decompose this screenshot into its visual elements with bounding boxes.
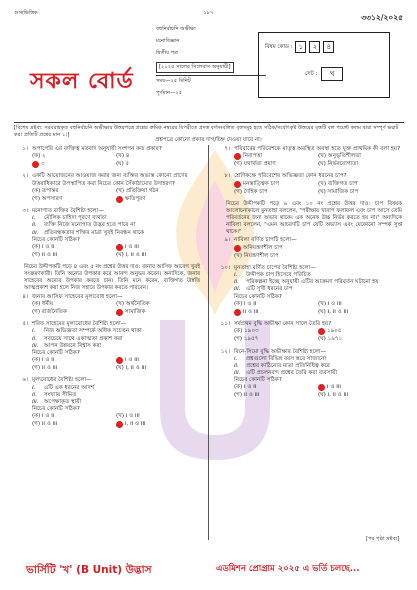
- answer-option[interactable]: [116, 301, 200, 308]
- question-text: একটি আয়োজনের আওয়াজ করার জন্য ব্যক্তির অভ্যস্ত কোনো প্রাণের উত্তরাধিকারে উপস্থাপিত করা নিচের কোন সৈঁকাঠামোর উদাহরণ?: [32, 173, 188, 187]
- option-list: [32, 357, 200, 372]
- answer-option[interactable]: [234, 328, 318, 335]
- statement-item: [32, 230, 200, 237]
- set-label: সেট :: [305, 70, 318, 77]
- question-number: ১০।: [220, 264, 230, 271]
- answer-option[interactable]: [32, 357, 116, 364]
- option-label: (খ) i ও iii: [318, 300, 342, 307]
- option-label: i ও iii: [327, 384, 341, 391]
- option-label: (খ) অনুভূতিশীলতা: [318, 153, 361, 160]
- syllabus-note: [২০২৫ সালের সিলেবাস অনুযায়ী]: [156, 62, 234, 73]
- exam-info: [156, 26, 266, 102]
- answer-option[interactable]: [116, 188, 200, 195]
- answer-option[interactable]: [116, 252, 200, 259]
- statement-list: [32, 385, 200, 406]
- question-prompt: নিচের কোনটি সঠিক?: [32, 349, 80, 356]
- answer-option[interactable]: [318, 153, 402, 160]
- statement-list: [32, 328, 200, 349]
- question-number: ৩।: [22, 208, 28, 215]
- question-item: [220, 173, 402, 195]
- statement-text: সবচেয়ে সাথে একাত্মতা প্রকাশ করা: [44, 335, 123, 342]
- answer-option[interactable]: [116, 413, 200, 420]
- question-text: সর্বপ্রথম বুদ্ধি অভীক্ষা কোন সালে তৈরি হয়?: [234, 321, 332, 328]
- section-title: প্রশ্নপত্রে কোনো প্রকার দাগ/চিহ্ন দেওয়া যাবে না।: [155, 137, 262, 143]
- option-label: (গ) যথার্থতা প্রমাণ: [234, 161, 276, 168]
- option-label: (গ) অপসারণ: [32, 195, 63, 202]
- question-text: পরিবারের পরিবেশকে মাতৃত্ব অবস্থিত অবস্থা হতে যুক্ত প্রাথমিক কী বলা হয়?: [234, 146, 401, 152]
- option-label: i, ii ও iii: [125, 421, 146, 428]
- option-label: ii ও iii: [243, 308, 259, 315]
- answer-option[interactable]: [32, 161, 116, 168]
- filled-answer-bubble: [32, 161, 39, 168]
- option-label: (ক) রূপান্তর: [32, 187, 59, 194]
- answer-option[interactable]: [318, 336, 402, 343]
- filled-answer-bubble: [116, 309, 123, 316]
- page-number: ১৮৭: [203, 10, 214, 16]
- statement-text: প্রশ্নগুলো বিভিন্ন বয়স স্তরে সাজানো: [246, 355, 327, 362]
- option-label: ক্ষতিপূরণ: [125, 195, 146, 202]
- answer-option[interactable]: [116, 365, 200, 372]
- statement-roman: iii.: [234, 369, 241, 376]
- subject-code-label: বিষয় কোড :: [265, 43, 293, 50]
- stimulus-passage: নিচের উদ্দীপকটি পড়ে ৯ এবং ১০ নং প্রশ্নের উত্তর দাও: চাপ বিষয়ক আলোচনাকালে মুনতাহা বললেন, "পরীক্ষায় খারাপ ফলাফল এবং চাপ আসে তেমি পরিবর্তনের জন্য অভাব থাকে। এক অনেক উচ্চ নির্ভর করতে হয় না।" অন্যদিকে নাবিলা বললেন, "এমন আচরণটি চাপ যেটি অভ্যাস এবং যেকোনো সম্পর্ক সুপ্ত থাকে।": [226, 200, 402, 235]
- question-item: [18, 173, 200, 203]
- answer-option[interactable]: [32, 244, 116, 251]
- statement-roman: ii.: [234, 362, 239, 369]
- option-label: i ও iii: [125, 357, 139, 364]
- question-text: মনোপাত ব্যক্তির বৈশিষ্ট্য হলো—: [32, 208, 104, 215]
- subject-code-box: [258, 32, 390, 98]
- statement-item: [234, 363, 402, 370]
- option-label: (ঘ) i, ii ও iii: [318, 308, 349, 315]
- question-number: ১২।: [220, 348, 230, 355]
- option-label: (ক) ২: [32, 153, 46, 160]
- statement-text: নিজ অভিজ্ঞতা সম্পর্কে অধিক সচেতন থাকা: [44, 328, 142, 335]
- option-label: (ক) ধর্মীয়: [32, 300, 54, 307]
- answer-option[interactable]: [32, 421, 116, 428]
- answer-option[interactable]: [116, 309, 200, 316]
- option-list: [234, 181, 402, 196]
- option-label: নিরাপত্তা: [243, 153, 263, 160]
- statement-roman: ii.: [234, 279, 239, 286]
- option-list: [32, 153, 200, 168]
- filled-answer-bubble: [116, 244, 123, 251]
- answer-option[interactable]: [318, 392, 402, 399]
- top-line: [14, 10, 403, 23]
- answer-option[interactable]: [234, 153, 318, 160]
- statement-text: পরিকল্পনা ইচ্ছে অনুযায়ী এটির আক্রমণ পরিবর্তন ঘটানো হয়: [246, 279, 379, 286]
- statement-roman: ii.: [32, 391, 37, 398]
- option-label: ৩: [41, 161, 45, 168]
- statement-roman: i.: [234, 355, 238, 362]
- question-number: ২।: [22, 173, 28, 180]
- answer-option[interactable]: [318, 189, 402, 196]
- filled-answer-bubble: [234, 153, 241, 160]
- statement-item: [32, 328, 200, 335]
- statement-item: [32, 399, 200, 406]
- question-item: [18, 321, 200, 372]
- paper-code: ৩৩১২/২০২৫: [361, 13, 403, 22]
- option-label: (ক) i ও ii: [32, 413, 55, 420]
- question-number: ১১।: [220, 321, 230, 328]
- option-label: মনস্তাত্ত্বিক চাপ: [243, 180, 279, 187]
- statement-text: প্রশ্নের কাঠিন্যের মাত্রা প্রতিনিধিত্ব করে: [246, 362, 330, 369]
- statement-roman: ii.: [32, 335, 37, 342]
- statement-roman: ii.: [32, 222, 37, 229]
- option-label: (ক) i ও ii: [32, 243, 55, 250]
- option-label: (গ) রাজনৈতিক: [32, 309, 67, 316]
- exam-marks: পূর্ণমান—২৫: [156, 89, 183, 96]
- question-number: ৮।: [224, 173, 230, 180]
- question-number: ৫।: [22, 321, 28, 328]
- answer-option[interactable]: [32, 365, 116, 372]
- subject-code-digit: ১: [295, 41, 306, 53]
- instructions: [বিশেষ দ্রষ্টব্য: সরবরাহকৃত বহুনির্বাচনি অভীক্ষার উত্তরপত্রে প্রশ্নের ক্রমিক নম্বরের বিপরীতে প্রদত্ত বর্ণসংবলিত বৃত্তসমূহ হতে সঠিক/সর্বোৎকৃষ্ট উত্তরের বৃত্তটি বল পয়েন্ট কলম দ্বারা সম্পূর্ণ ভরাট কর। প্রতিটি প্রশ্নের মান ১।]: [14, 122, 404, 138]
- option-label: (গ) ১৯৫৭: [234, 336, 259, 343]
- question-text: মূল্যবোধের বৈশিষ্ট্য হলো—: [32, 377, 92, 384]
- answer-option[interactable]: [32, 309, 116, 316]
- statement-text: মৌলিক চাহিদা পূরণে ব্যর্থতা: [44, 215, 107, 222]
- question-line: [18, 146, 200, 153]
- statement-text: উদ্দীপক চাপ হিসেবে পরিচিত: [246, 272, 311, 279]
- subject-code-digit: ৪: [323, 41, 334, 53]
- question-line: [18, 294, 200, 301]
- statement-text: সংখ্যায় সীমিত: [44, 391, 77, 398]
- set-row: [305, 67, 343, 81]
- question-line: [220, 349, 402, 356]
- stimulus-passage: নিচের উদ্দীপকটি পড়ে ৪ এবং ৫ নং প্রশ্নের উত্তর দাও: জনাব আসিফ আবেগ খুবই সংক্রমণকারী। তিনি অন্যের উপকার করে আনন্দ অনুভব করেন। অন্যদিকে, জনাব সাহেবের অন্যের উপকার করতে চান। তিনি মনে করেন, ব্যক্তিগত উন্নতি আত্মপ্রকাশ করা হলে নিজ সহায়ে উপকার করতে পারবেন।: [24, 264, 200, 291]
- filled-answer-bubble: [318, 384, 325, 391]
- question-item: [220, 265, 402, 316]
- option-label: (গ) ii ও iii: [234, 392, 260, 399]
- paper-name: দ্বিতীয় পত্র: [156, 50, 178, 57]
- option-label: (খ) ৪: [116, 153, 130, 160]
- question-prompt: নিচের কোনটি সঠিক?: [234, 377, 282, 384]
- question-number: ৪।: [22, 293, 28, 300]
- option-label: (গ) দৈহিক চাপ: [234, 188, 268, 195]
- answer-option[interactable]: [32, 188, 116, 195]
- statement-item: [32, 385, 200, 392]
- answer-option[interactable]: [318, 181, 402, 188]
- question-line: [18, 377, 200, 384]
- option-label: সামাজিক: [125, 309, 146, 316]
- option-list: [32, 188, 200, 203]
- filled-answer-bubble: [116, 357, 123, 364]
- answer-option[interactable]: [234, 161, 318, 168]
- footer-left-text: ভার্সিটি 'খ' (B Unit) উদ্ভাস: [26, 564, 152, 576]
- answer-option[interactable]: [234, 253, 402, 260]
- statement-text: প্রতিবন্ধকতার শক্তির মাত্রা খুবই নিবন্ধন থাকে: [44, 229, 145, 236]
- question-item: [220, 237, 402, 259]
- option-label: (খ) i ও iii: [116, 413, 140, 420]
- subject-code-row: [265, 41, 334, 53]
- option-label: (গ) ii ও iii: [32, 421, 58, 428]
- statement-list: [32, 215, 200, 236]
- statement-roman: i.: [234, 272, 238, 279]
- option-label: (ঘ) i, ii ও iii: [116, 365, 147, 372]
- option-label: (গ) ii ও iii: [32, 252, 58, 259]
- answer-option[interactable]: [32, 413, 116, 420]
- subject-name: মনোবিজ্ঞান: [156, 38, 180, 45]
- statement-roman: iii.: [32, 342, 39, 349]
- question-item: [18, 377, 200, 428]
- subject-code-digit: ২: [309, 41, 320, 53]
- statement-item: [32, 222, 200, 229]
- question-number: ৭।: [224, 146, 230, 152]
- option-label: (ঘ) i, ii ও iii: [318, 392, 349, 399]
- option-label: (ঘ) i, ii ও iii: [116, 252, 147, 259]
- question-line: [220, 237, 402, 244]
- option-label: (ঘ) সামাজিক চাপ: [318, 188, 359, 195]
- option-list: [234, 153, 402, 168]
- question-text: শ্রেণিকক্ষে পরিবেশের অভিজ্ঞতা কোন ধরনের চাপ?: [234, 173, 347, 180]
- exam-type: বহুনির্বাচনি অভীক্ষা: [156, 26, 196, 32]
- question-number: ৯।: [224, 237, 230, 244]
- answer-option[interactable]: [318, 161, 402, 168]
- answer-option[interactable]: [318, 328, 402, 335]
- option-list: [32, 244, 200, 259]
- answer-option[interactable]: [234, 336, 318, 343]
- option-label: (ঘ) ৫: [116, 161, 130, 168]
- filled-answer-bubble: [116, 196, 123, 203]
- statement-item: [32, 392, 200, 399]
- option-label: (খ) ব্যক্তিগত চাপ: [318, 180, 358, 187]
- answer-option[interactable]: [116, 421, 200, 428]
- set-value: খ: [321, 67, 343, 81]
- option-label: (গ) ii ও iii: [32, 365, 58, 372]
- header-left-label: গুচ্ছভিত্তিক: [14, 10, 38, 16]
- option-label: (খ) অর্থনৈতিক: [116, 300, 150, 307]
- option-list: [234, 245, 402, 260]
- statement-list: [234, 356, 402, 377]
- question-text: বিনে-সিমো বুদ্ধি অভীক্ষার বৈশিষ্ট্য হলো—: [234, 348, 327, 355]
- question-number: ১।: [22, 146, 28, 152]
- question-item: [220, 146, 402, 168]
- question-text: নাবিলা বর্ণিত চাপটি হলো—: [234, 237, 297, 244]
- option-label: (ঘ) নির্ভরযোগ্যতা: [318, 161, 358, 168]
- question-prompt: নিচের কোনটি সঠিক?: [234, 293, 282, 300]
- statement-text: আপন উন্নয়নে বিশ্বাস করা: [44, 342, 102, 349]
- answer-option[interactable]: [234, 189, 318, 196]
- question-item: [220, 349, 402, 400]
- option-label: ১৯০৫: [327, 328, 342, 335]
- statement-roman: i.: [32, 328, 36, 335]
- statement-roman: i.: [32, 384, 36, 391]
- answer-option[interactable]: [318, 309, 402, 316]
- answer-option[interactable]: [116, 161, 200, 168]
- filled-answer-bubble: [234, 245, 241, 252]
- statement-item: [234, 356, 402, 363]
- option-list: [32, 413, 200, 428]
- exam-time: সময়—২৫ মিনিট: [156, 75, 266, 85]
- statement-item: [32, 343, 200, 350]
- question-line: [220, 321, 402, 328]
- statement-text: এটি এক ধরনের আদর্শ: [44, 384, 95, 391]
- option-label: (ক) i ও ii: [234, 300, 257, 307]
- footer-right-text: এডমিশন প্রোগ্রাম ২০২৫ এ ভর্তি চলছে...: [216, 564, 360, 574]
- answer-option[interactable]: [234, 181, 318, 188]
- answer-option[interactable]: [32, 153, 116, 160]
- column-divider: [208, 145, 209, 540]
- statement-roman: i.: [32, 215, 36, 222]
- question-prompt: নিচের কোনটি সঠিক?: [32, 406, 80, 412]
- statement-roman: iii.: [32, 229, 39, 236]
- option-label: (ক) i ও ii: [234, 384, 257, 391]
- option-label: (ক) i ও ii: [32, 357, 55, 364]
- question-item: [18, 146, 200, 168]
- statement-roman: iii.: [32, 398, 39, 405]
- answer-option[interactable]: [32, 252, 116, 259]
- answer-option[interactable]: [234, 245, 402, 252]
- option-label: (ক) ১৯০৩: [234, 328, 259, 335]
- option-label: i ও iii: [125, 243, 139, 250]
- filled-answer-bubble: [318, 328, 325, 335]
- question-item: [18, 208, 200, 259]
- answer-option[interactable]: [32, 196, 116, 203]
- statement-item: [234, 286, 402, 293]
- question-text: মুনতাহা বর্ণিত চাপের বৈশিষ্ট্য হলো—: [234, 264, 316, 271]
- answer-option[interactable]: [116, 357, 200, 364]
- left-question-column: [18, 146, 200, 433]
- option-list: [234, 328, 402, 343]
- answer-option[interactable]: [116, 153, 200, 160]
- brand-logo: সকল বোর্ড: [30, 69, 134, 94]
- answer-option[interactable]: [234, 392, 318, 399]
- question-item: [18, 294, 200, 316]
- answer-option[interactable]: [234, 301, 318, 308]
- filled-answer-bubble: [234, 181, 241, 188]
- question-text: অপাপেরি এর ব্যক্তিত্ব মতবাদ অনুযায়ী সংশপন কত প্রকার?: [32, 146, 162, 152]
- option-label: (ঘ) ১৯৭১: [318, 336, 343, 343]
- answer-option[interactable]: [234, 384, 318, 391]
- question-line: [220, 173, 402, 180]
- statement-text: এটি প্রচলনবন্দ প্রশ্নের তৈরি করা ব্যবসায়ী: [246, 369, 337, 376]
- option-list: [32, 301, 200, 316]
- statement-text: অপেক্ষাকৃত স্থায়ী: [44, 398, 82, 405]
- statement-list: [234, 272, 402, 293]
- statement-item: [32, 336, 200, 343]
- footer-banner: [0, 552, 417, 590]
- option-label: (খ) প্রতিক্রিয়া গঠন: [116, 187, 159, 194]
- filled-answer-bubble: [116, 421, 123, 428]
- answer-option[interactable]: [32, 301, 116, 308]
- answer-option[interactable]: [318, 384, 402, 391]
- filled-answer-bubble: [234, 309, 241, 316]
- question-line: [18, 173, 200, 187]
- option-list: [234, 384, 402, 399]
- answer-option[interactable]: [318, 301, 402, 308]
- answer-option[interactable]: [116, 196, 200, 203]
- answer-option[interactable]: [116, 244, 200, 251]
- question-item: [220, 321, 402, 343]
- statement-text: ব্যক্তি নিজে মনোপাত উদ্ভব হতে পারে না: [44, 222, 136, 229]
- question-text: শরিফ সাহেবের মূল্যবোধের বৈশিষ্ট্য হলো—: [32, 321, 127, 328]
- answer-option[interactable]: [234, 309, 318, 316]
- statement-text: এটি সুখী ধরনের চাপ: [246, 286, 293, 293]
- continue-note: [পর পৃষ্ঠা দ্রষ্টব্য]: [366, 536, 400, 542]
- question-number: ৬।: [22, 377, 28, 384]
- option-label: অনিয়ন্ত্রণশীল চাপ: [243, 244, 283, 251]
- option-label: (খ) নিয়ন্ত্রণশীল চাপ: [234, 252, 279, 259]
- statement-roman: iii.: [234, 286, 241, 293]
- question-prompt: নিচের কোনটি সঠিক?: [32, 236, 80, 243]
- question-text: জনাব আসিফ সাহেবের মূল্যবোধ হলো—: [32, 293, 123, 300]
- right-question-column: [220, 146, 402, 405]
- option-list: [234, 301, 402, 316]
